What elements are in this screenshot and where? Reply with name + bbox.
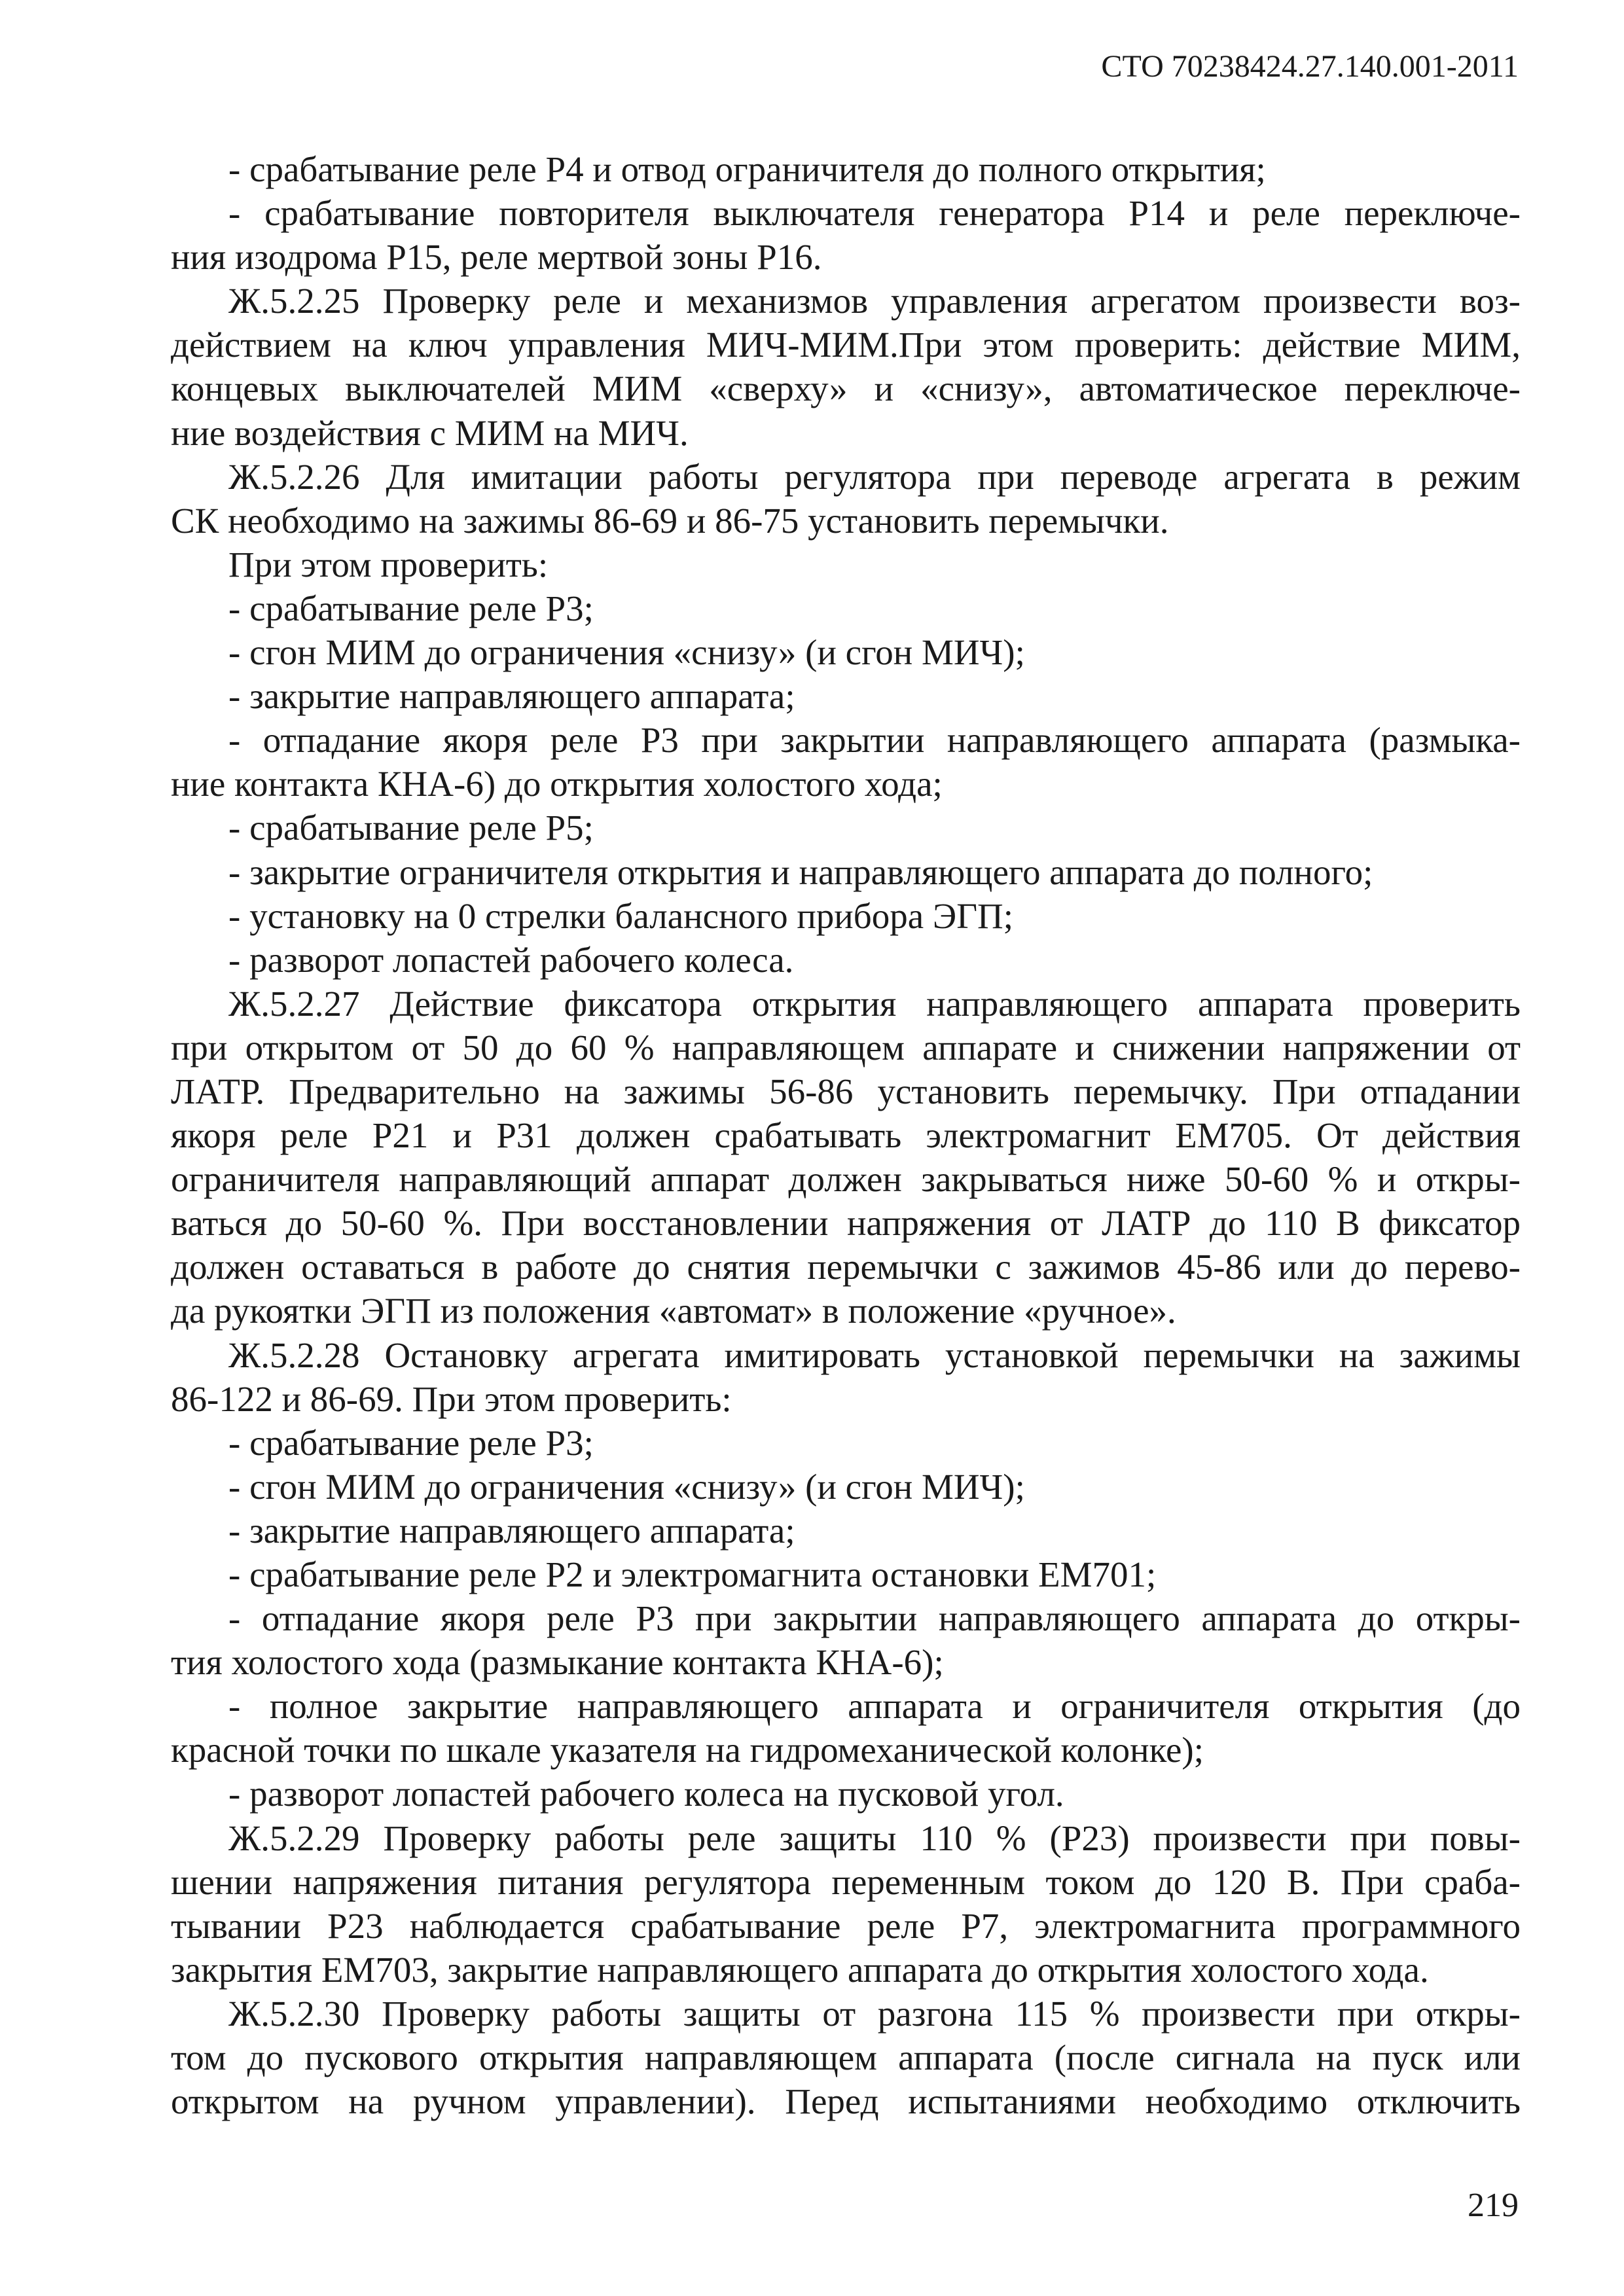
- text-line: ние контакта КНА-6) до открытия холостого хода;: [171, 764, 943, 804]
- text-line: шении напряжения питания регулятора переменным током до 120 В. При сраба-: [171, 1861, 1521, 1902]
- text-line: При этом проверить:: [228, 544, 549, 584]
- text-line: Ж.5.2.30 Проверку работы защиты от разгона 115 % произвести при откры-: [228, 1993, 1521, 2034]
- text-line: ограничителя направляющий аппарат должен закрываться ниже 50-60 % и откры-: [171, 1159, 1521, 1200]
- text-line: красной точки по шкале указателя на гидромеханической колонке);: [171, 1730, 1204, 1770]
- text-line: 86-122 и 86-69. При этом проверить:: [171, 1378, 732, 1419]
- text-line: Ж.5.2.29 Проверку работы реле защиты 110 % (Р23) произвести при повы-: [228, 1818, 1521, 1858]
- text-line: концевых выключателей МИМ «сверху» и «снизу», автоматическое переключе-: [171, 368, 1521, 409]
- text-line: Ж.5.2.25 Проверку реле и механизмов управления агрегатом произвести воз-: [228, 281, 1521, 321]
- text-line: - закрытие ограничителя открытия и направляющего аппарата до полного;: [228, 852, 1373, 892]
- text-line: ние воздействия с МИМ на МИЧ.: [171, 412, 689, 453]
- text-line: - отпадание якоря реле Р3 при закрытии направляющего аппарата до откры-: [228, 1598, 1521, 1639]
- text-line: - срабатывание реле Р3;: [228, 1422, 594, 1463]
- text-line: - срабатывание реле Р3;: [228, 588, 594, 628]
- text-line: ЛАТР. Предварительно на зажимы 56-86 установить перемычку. При отпадании: [171, 1071, 1521, 1111]
- text-line: закрытия ЕМ703, закрытие направляющего аппарата до открытия холостого хода.: [171, 1949, 1429, 1990]
- text-line: - сгон МИМ до ограничения «снизу» (и сгон МИЧ);: [228, 632, 1025, 673]
- text-line: да рукоятки ЭГП из положения «автомат» в положение «ручное».: [171, 1291, 1176, 1331]
- text-line: - отпадание якоря реле Р3 при закрытии направляющего аппарата (размыка-: [228, 720, 1521, 761]
- text-line: - полное закрытие направляющего аппарата и ограничителя открытия (до: [228, 1686, 1521, 1727]
- text-line: - срабатывание реле Р5;: [228, 808, 594, 848]
- text-line: Ж.5.2.28 Остановку агрегата имитировать установкой перемычки на зажимы: [228, 1335, 1521, 1375]
- text-line: Ж.5.2.27 Действие фиксатора открытия направляющего аппарата проверить: [228, 983, 1521, 1024]
- standard-code-header: СТО 70238424.27.140.001-2011: [1101, 49, 1519, 84]
- text-line: должен оставаться в работе до снятия перемычки с зажимов 45-86 или до перево-: [171, 1247, 1521, 1287]
- text-line: - закрытие направляющего аппарата;: [228, 1510, 795, 1551]
- body-text: [171, 147, 1521, 2123]
- text-line: СК необходимо на зажимы 86-69 и 86-75 установить перемычки.: [171, 500, 1169, 541]
- text-line: - сгон МИМ до ограничения «снизу» (и сгон МИЧ);: [228, 1466, 1025, 1507]
- text-line: - срабатывание повторителя выключателя генератора Р14 и реле переключе-: [228, 193, 1521, 234]
- text-line: тия холостого хода (размыкание контакта КНА-6);: [171, 1642, 944, 1683]
- text-line: при открытом от 50 до 60 % направляющем аппарате и снижении напряжении от: [171, 1027, 1521, 1067]
- text-line: открытом на ручном управлении). Перед испытаниями необходимо отключить: [171, 2081, 1521, 2122]
- text-line: Ж.5.2.26 Для имитации работы регулятора при переводе агрегата в режим: [228, 456, 1521, 497]
- text-line: действием на ключ управления МИЧ-МИМ.При этом проверить: действие МИМ,: [171, 325, 1521, 365]
- text-line: - срабатывание реле Р4 и отвод ограничителя до полного открытия;: [228, 149, 1266, 189]
- text-line: - срабатывание реле Р2 и электромагнита остановки ЕМ701;: [228, 1554, 1157, 1594]
- text-line: - разворот лопастей рабочего колеса на пусковой угол.: [228, 1774, 1064, 1814]
- text-line: - разворот лопастей рабочего колеса.: [228, 939, 794, 980]
- text-line: ваться до 50-60 %. При восстановлении напряжения от ЛАТР до 110 В фиксатор: [171, 1203, 1521, 1244]
- text-line: ния изодрома Р15, реле мертвой зоны Р16.: [171, 237, 822, 278]
- text-line: якоря реле Р21 и Р31 должен срабатывать электромагнит ЕМ705. От действия: [171, 1115, 1521, 1156]
- text-line: том до пускового открытия направляющем аппарата (после сигнала на пуск или: [171, 2037, 1521, 2078]
- page-number: 219: [1468, 2187, 1519, 2224]
- text-line: - установку на 0 стрелки балансного прибора ЭГП;: [228, 895, 1013, 936]
- text-line: тывании Р23 наблюдается срабатывание реле Р7, электромагнита программного: [171, 1905, 1521, 1946]
- text-line: - закрытие направляющего аппарата;: [228, 676, 795, 717]
